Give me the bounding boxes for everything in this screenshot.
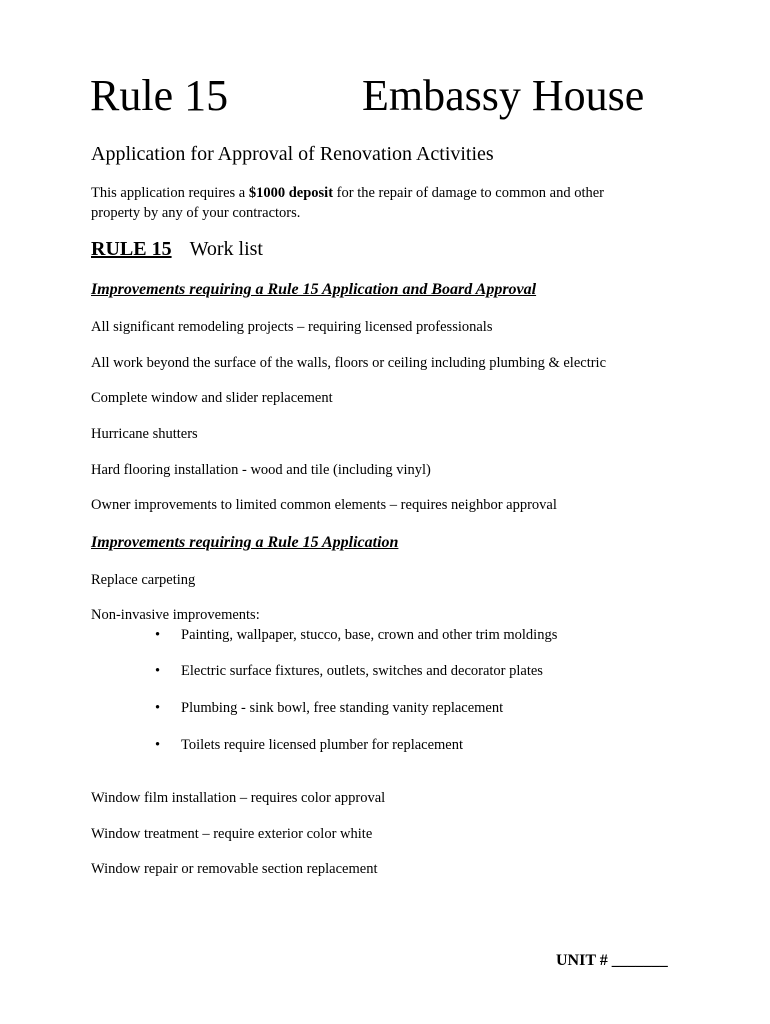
list-item: All work beyond the surface of the walls, floors or ceiling including plumbing & electric [91, 355, 607, 371]
work-list-label: Work list [189, 238, 263, 260]
bullet-symbol: • [155, 663, 161, 679]
list-item: Non-invasive improvements: [91, 607, 260, 623]
list-item: Owner improvements to limited common elements – requires neighbor approval [91, 497, 557, 513]
bullet-text: Electric surface fixtures, outlets, switches and decorator plates [181, 663, 543, 679]
list-item: Window treatment – require exterior color white [91, 826, 373, 842]
bullet-item [155, 663, 543, 680]
deposit-amount: $1000 deposit [248, 185, 334, 201]
intro-paragraph [91, 183, 651, 223]
list-item: Window repair or removable section replacement [91, 861, 378, 877]
bullet-text: Toilets require licensed plumber for replacement [181, 737, 464, 753]
bullet-item [155, 700, 503, 717]
bullet-text: Plumbing - sink bowl, free standing vanity replacement [181, 700, 504, 716]
unit-number-field[interactable]: UNIT # _______ [556, 952, 668, 969]
list-item: All significant remodeling projects – requiring licensed professionals [91, 319, 493, 335]
section-board-approval-heading: Improvements requiring a Rule 15 Application and Board Approval [91, 281, 537, 298]
bullet-text: Painting, wallpaper, stucco, base, crown and other trim moldings [181, 627, 558, 643]
rule-label: RULE 15 [91, 238, 172, 260]
bullet-item [155, 627, 557, 644]
building-name: Embassy House [362, 71, 645, 120]
intro-text-before: This application requires a [91, 185, 249, 201]
list-item: Replace carpeting [91, 572, 196, 588]
bullet-symbol: • [155, 737, 161, 753]
section-application-heading: Improvements requiring a Rule 15 Application [91, 534, 399, 551]
list-item: Hurricane shutters [91, 426, 198, 442]
bullet-symbol: • [155, 627, 161, 643]
form-subtitle: Application for Approval of Renovation Activities [91, 143, 494, 165]
rule-title: Rule 15 [90, 71, 229, 120]
bullet-symbol: • [155, 700, 161, 716]
intro-text-after: for the repair of damage to common and other property by any of your contractors. [91, 185, 605, 221]
list-item: Hard flooring installation - wood and tile (including vinyl) [91, 462, 431, 478]
bullet-item [155, 737, 463, 754]
list-item: Complete window and slider replacement [91, 390, 333, 406]
rule-work-list-heading [91, 238, 263, 261]
list-item: Window film installation – requires color approval [91, 790, 386, 806]
